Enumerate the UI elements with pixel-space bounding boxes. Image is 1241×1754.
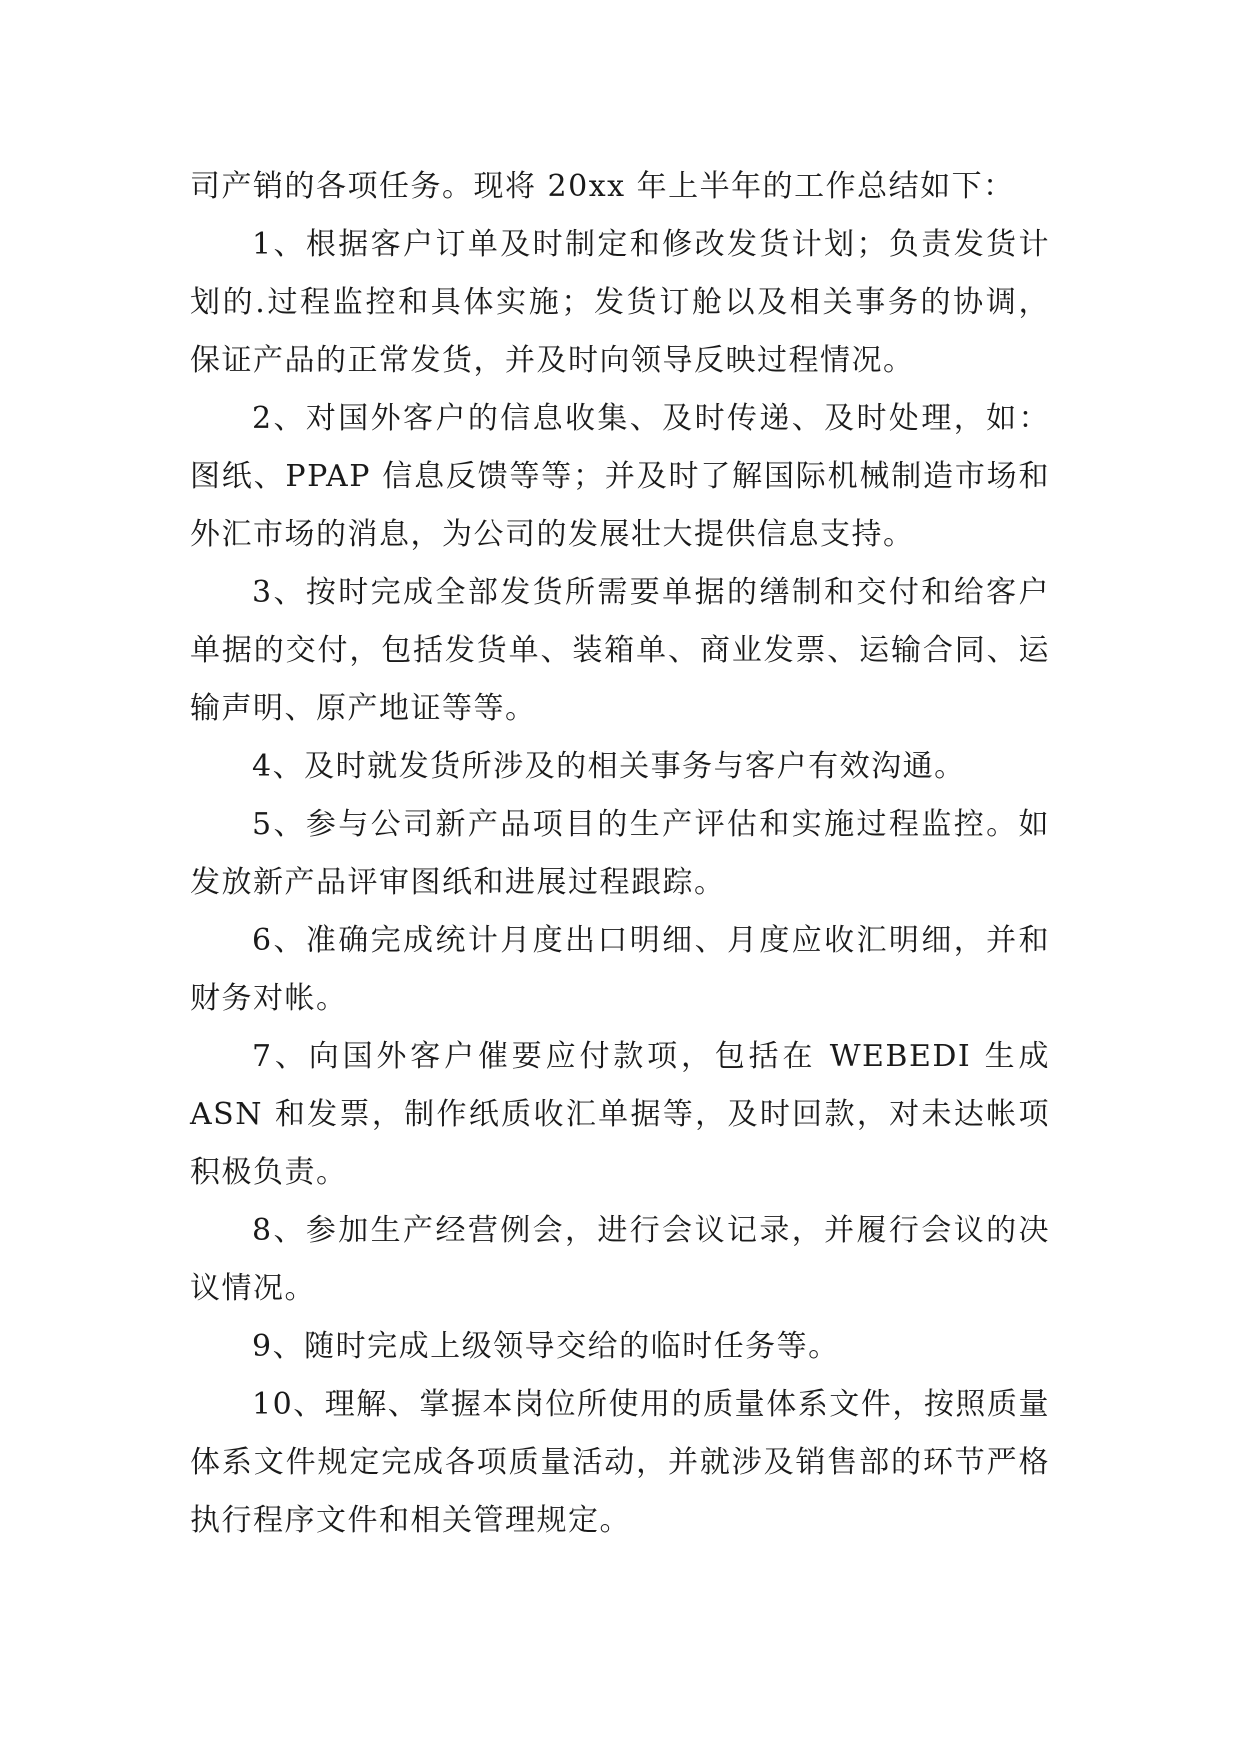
paragraph-item-8: 8、参加生产经营例会，进行会议记录，并履行会议的决议情况。 xyxy=(190,1213,1050,1306)
paragraph-item-7: 7、向国外客户催要应付款项，包括在 WEBEDI 生成 ASN 和发票，制作纸质收汇单据等，及时回款，对未达帐项积极负责。 xyxy=(190,1039,1050,1190)
paragraph-intro: 司产销的各项任务。现将 20xx 年上半年的工作总结如下： xyxy=(190,169,1015,204)
paragraph-item-5: 5、参与公司新产品项目的生产评估和实施过程监控。如发放新产品评审图纸和进展过程跟踪。 xyxy=(190,807,1050,900)
paragraph-item-2: 2、对国外客户的信息收集、及时传递、及时处理，如：图纸、PPAP 信息反馈等等；并及时了解国际机械制造市场和外汇市场的消息，为公司的发展壮大提供信息支持。 xyxy=(190,401,1050,552)
document-body xyxy=(190,158,1050,1550)
paragraph-item-10: 10、理解、掌握本岗位所使用的质量体系文件，按照质量体系文件规定完成各项质量活动，并就涉及销售部的环节严格执行程序文件和相关管理规定。 xyxy=(190,1387,1050,1538)
paragraph-item-4: 4、及时就发货所涉及的相关事务与客户有效沟通。 xyxy=(252,749,966,784)
paragraph-item-6: 6、准确完成统计月度出口明细、月度应收汇明细，并和财务对帐。 xyxy=(190,923,1050,1016)
paragraph-item-9: 9、随时完成上级领导交给的临时任务等。 xyxy=(252,1329,840,1364)
paragraph-item-3: 3、按时完成全部发货所需要单据的缮制和交付和给客户单据的交付，包括发货单、装箱单、商业发票、运输合同、运输声明、原产地证等等。 xyxy=(190,575,1050,726)
paragraph-item-1: 1、根据客户订单及时制定和修改发货计划；负责发货计划的.过程监控和具体实施；发货订舱以及相关事务的协调，保证产品的正常发货，并及时向领导反映过程情况。 xyxy=(190,227,1050,378)
